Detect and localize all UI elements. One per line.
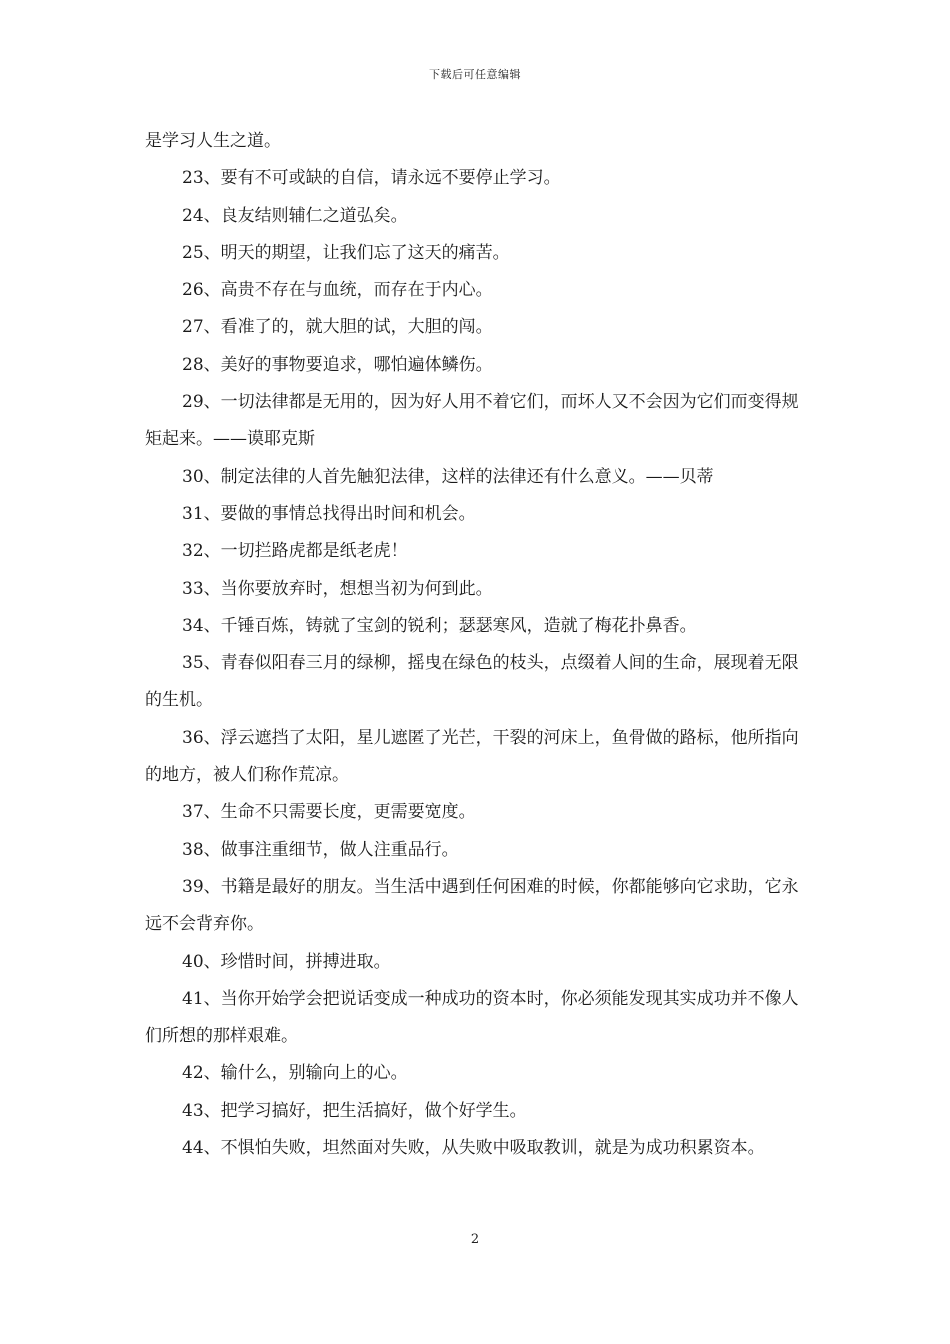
paragraph-quote-23: 23、要有不可或缺的自信，请永远不要停止学习。 — [182, 168, 561, 189]
paragraph-quote-44: 44、不惧怕失败，坦然面对失败，从失败中吸取教训，就是为成功积累资本。 — [182, 1138, 765, 1159]
page-header: 下载后可任意编辑 — [429, 68, 521, 81]
paragraph-quote-37: 37、生命不只需要长度，更需要宽度。 — [182, 802, 476, 823]
paragraph-quote-43: 43、把学习搞好，把生活搞好，做个好学生。 — [182, 1100, 527, 1121]
paragraph-continuation: 是学习人生之道。 — [145, 131, 281, 151]
paragraph-quote-32: 32、一切拦路虎都是纸老虎！ — [182, 541, 408, 562]
paragraph-quote-42: 42、输什么，别输向上的心。 — [182, 1063, 408, 1084]
paragraph-quote-30: 30、制定法律的人首先触犯法律，这样的法律还有什么意义。——贝蒂 — [182, 466, 714, 487]
document-body — [145, 123, 809, 1167]
paragraph-quote-38: 38、做事注重细节，做人注重品行。 — [182, 839, 459, 860]
paragraph-quote-35: 35、青春似阳春三月的绿柳，摇曳在绿色的枝头，点缀着人间的生命，展现着无限的生机。 — [145, 653, 799, 711]
paragraph-quote-25: 25、明天的期望，让我们忘了这天的痛苦。 — [182, 242, 510, 263]
paragraph-quote-24: 24、良友结则辅仁之道弘矣。 — [182, 205, 408, 226]
paragraph-quote-27: 27、看准了的，就大胆的试，大胆的闯。 — [182, 317, 493, 338]
paragraph-quote-41: 41、当你开始学会把说话变成一种成功的资本时，你必须能发现其实成功并不像人们所想的那样艰难。 — [145, 988, 799, 1047]
paragraph-quote-36: 36、浮云遮挡了太阳，星儿遮匿了光芒，干裂的河床上，鱼骨做的路标，他所指向的地方，被人们称作荒凉。 — [145, 727, 799, 786]
paragraph-quote-40: 40、珍惜时间，拼搏进取。 — [182, 951, 391, 972]
page-number: 2 — [470, 1232, 480, 1247]
paragraph-quote-26: 26、高贵不存在与血统，而存在于内心。 — [182, 280, 493, 301]
paragraph-quote-29: 29、一切法律都是无用的，因为好人用不着它们，而坏人又不会因为它们而变得规矩起来。——谟耶克斯 — [145, 392, 799, 450]
paragraph-quote-34: 34、千锤百炼，铸就了宝剑的锐利；瑟瑟寒风，造就了梅花扑鼻香。 — [182, 615, 697, 636]
paragraph-quote-28: 28、美好的事物要追求，哪怕遍体鳞伤。 — [182, 354, 493, 375]
paragraph-quote-31: 31、要做的事情总找得出时间和机会。 — [182, 503, 476, 524]
paragraph-quote-39: 39、书籍是最好的朋友。当生活中遇到任何困难的时候，你都能够向它求助，它永远不会背弃你。 — [145, 876, 799, 935]
paragraph-quote-33: 33、当你要放弃时，想想当初为何到此。 — [182, 578, 493, 599]
